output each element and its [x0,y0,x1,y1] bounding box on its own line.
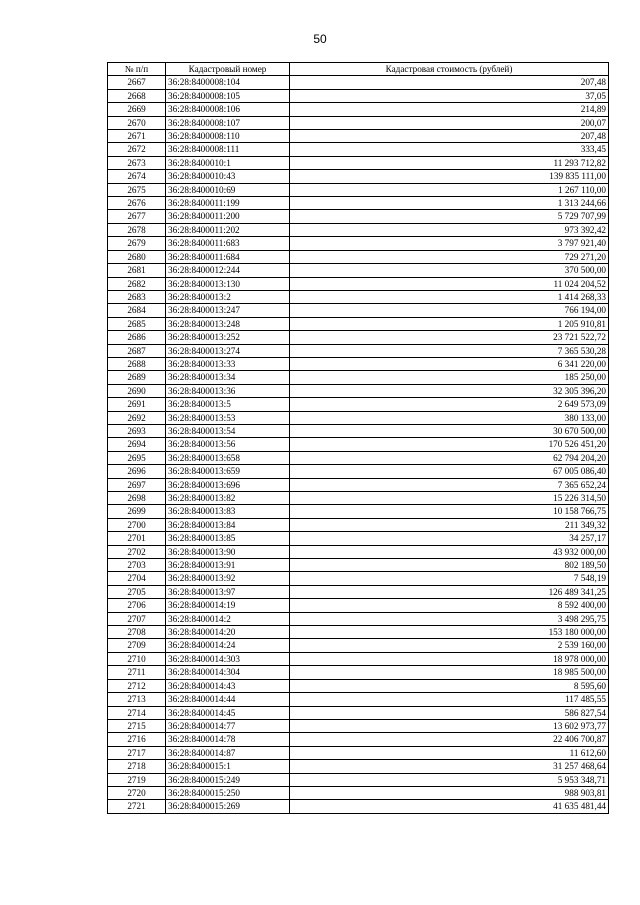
table-row [108,344,609,357]
table-row [108,518,609,531]
row-number-cell: 2672 [108,143,166,156]
cadastral-number-cell: 36:28:8400012:244 [166,264,290,277]
row-number-cell: 2668 [108,89,166,102]
cadastral-value-cell: 2 539 160,00 [290,639,609,652]
cadastral-value-cell: 11 612,60 [290,746,609,759]
cadastral-number-cell: 36:28:8400013:696 [166,478,290,491]
table-row [108,156,609,169]
row-number-cell: 2675 [108,183,166,196]
row-number-cell: 2713 [108,693,166,706]
row-number-cell: 2704 [108,572,166,585]
cadastral-value-cell: 207,48 [290,130,609,143]
cadastral-value-cell: 37,05 [290,89,609,102]
cadastral-value-cell: 370 500,00 [290,264,609,277]
table-row [108,719,609,732]
cadastral-number-cell: 36:28:8400014:78 [166,733,290,746]
table-row [108,277,609,290]
cadastral-value-cell: 729 271,20 [290,250,609,263]
table-row [108,170,609,183]
cadastral-value-cell: 333,45 [290,143,609,156]
row-number-cell: 2674 [108,170,166,183]
cadastral-value-cell: 5 729 707,99 [290,210,609,223]
cadastral-value-cell: 117 485,55 [290,693,609,706]
row-number-cell: 2685 [108,317,166,330]
table-row [108,545,609,558]
row-number-cell: 2714 [108,706,166,719]
row-number-cell: 2680 [108,250,166,263]
cadastral-number-cell: 36:28:8400015:1 [166,760,290,773]
cadastral-number-cell: 36:28:8400013:659 [166,465,290,478]
table-row [108,492,609,505]
cadastral-number-cell: 36:28:8400011:684 [166,250,290,263]
table-row [108,89,609,102]
row-number-cell: 2720 [108,786,166,799]
cadastral-number-cell: 36:28:8400013:54 [166,424,290,437]
row-number-cell: 2698 [108,492,166,505]
cadastral-value-cell: 1 414 268,33 [290,290,609,303]
cadastral-value-cell: 973 392,42 [290,223,609,236]
table-row [108,103,609,116]
cadastral-value-cell: 62 794 204,20 [290,451,609,464]
table-header-row [108,63,609,76]
cadastral-value-cell: 170 526 451,20 [290,438,609,451]
table-row [108,706,609,719]
cadastral-value-cell: 5 953 348,71 [290,773,609,786]
cadastral-number-cell: 36:28:8400014:2 [166,612,290,625]
cadastral-value-cell: 7 548,19 [290,572,609,585]
row-number-cell: 2678 [108,223,166,236]
row-number-cell: 2710 [108,652,166,665]
row-number-cell: 2669 [108,103,166,116]
cadastral-number-cell: 36:28:8400013:56 [166,438,290,451]
table-row [108,679,609,692]
cadastral-value-cell: 1 205 910,81 [290,317,609,330]
table-row [108,666,609,679]
table-row [108,331,609,344]
cadastral-value-cell: 153 180 000,00 [290,626,609,639]
table-row [108,317,609,330]
table-row [108,786,609,799]
row-number-cell: 2681 [108,264,166,277]
row-number-cell: 2676 [108,197,166,210]
table-row [108,733,609,746]
cadastral-number-cell: 36:28:8400013:34 [166,371,290,384]
cadastral-value-cell: 126 489 341,25 [290,585,609,598]
cadastral-number-cell: 36:28:8400013:83 [166,505,290,518]
cadastral-value-cell: 8 595,60 [290,679,609,692]
cadastral-number-cell: 36:28:8400008:104 [166,76,290,89]
table-row [108,130,609,143]
table-row [108,760,609,773]
cadastral-number-cell: 36:28:8400013:90 [166,545,290,558]
cadastral-number-cell: 36:28:8400015:250 [166,786,290,799]
table-row [108,116,609,129]
cadastral-number-cell: 36:28:8400014:77 [166,719,290,732]
cadastral-number-cell: 36:28:8400013:53 [166,411,290,424]
row-number-cell: 2699 [108,505,166,518]
cadastral-number-cell: 36:28:8400013:33 [166,357,290,370]
row-number-cell: 2697 [108,478,166,491]
row-number-cell: 2693 [108,424,166,437]
header-row-number: № п/п [108,63,166,76]
cadastral-value-cell: 1 267 110,00 [290,183,609,196]
cadastral-value-cell: 214,89 [290,103,609,116]
cadastral-value-cell: 23 721 522,72 [290,331,609,344]
cadastral-value-cell: 10 158 766,75 [290,505,609,518]
row-number-cell: 2688 [108,357,166,370]
row-number-cell: 2694 [108,438,166,451]
row-number-cell: 2703 [108,559,166,572]
row-number-cell: 2677 [108,210,166,223]
cadastral-value-cell: 22 406 700,87 [290,733,609,746]
table-row [108,197,609,210]
cadastral-value-cell: 34 257,17 [290,532,609,545]
cadastral-value-cell: 200,07 [290,116,609,129]
row-number-cell: 2679 [108,237,166,250]
table-row [108,143,609,156]
cadastral-value-cell: 8 592 400,00 [290,599,609,612]
row-number-cell: 2707 [108,612,166,625]
row-number-cell: 2719 [108,773,166,786]
table-row [108,639,609,652]
cadastral-value-cell: 41 635 481,44 [290,800,609,813]
cadastral-number-cell: 36:28:8400015:249 [166,773,290,786]
cadastral-number-cell: 36:28:8400014:45 [166,706,290,719]
cadastral-number-cell: 36:28:8400010:69 [166,183,290,196]
cadastral-value-cell: 32 305 396,20 [290,384,609,397]
row-number-cell: 2695 [108,451,166,464]
cadastral-number-cell: 36:28:8400013:247 [166,304,290,317]
table-row [108,585,609,598]
cadastral-value-cell: 3 498 295,75 [290,612,609,625]
table-row [108,559,609,572]
cadastral-number-cell: 36:28:8400014:19 [166,599,290,612]
table-row [108,210,609,223]
cadastral-value-cell: 43 932 000,00 [290,545,609,558]
row-number-cell: 2712 [108,679,166,692]
row-number-cell: 2667 [108,76,166,89]
cadastral-value-cell: 586 827,54 [290,706,609,719]
cadastral-value-cell: 1 313 244,66 [290,197,609,210]
cadastral-number-cell: 36:28:8400014:304 [166,666,290,679]
cadastral-value-cell: 139 835 111,00 [290,170,609,183]
cadastral-value-cell: 766 194,00 [290,304,609,317]
table-row [108,532,609,545]
cadastral-value-cell: 3 797 921,40 [290,237,609,250]
table-row [108,384,609,397]
cadastral-number-cell: 36:28:8400015:269 [166,800,290,813]
cadastral-number-cell: 36:28:8400014:20 [166,626,290,639]
row-number-cell: 2716 [108,733,166,746]
row-number-cell: 2682 [108,277,166,290]
cadastral-number-cell: 36:28:8400013:2 [166,290,290,303]
row-number-cell: 2701 [108,532,166,545]
table-row [108,237,609,250]
table-row [108,290,609,303]
table-row [108,183,609,196]
row-number-cell: 2708 [108,626,166,639]
cadastral-value-cell: 31 257 468,64 [290,760,609,773]
cadastral-value-cell: 6 341 220,00 [290,357,609,370]
row-number-cell: 2696 [108,465,166,478]
table-row [108,693,609,706]
cadastral-value-cell: 18 978 000,00 [290,652,609,665]
cadastral-number-cell: 36:28:8400011:200 [166,210,290,223]
table-row [108,398,609,411]
row-number-cell: 2670 [108,116,166,129]
cadastral-value-cell: 13 602 973,77 [290,719,609,732]
cadastral-value-cell: 11 024 204,52 [290,277,609,290]
table-row [108,626,609,639]
table-row [108,451,609,464]
cadastral-number-cell: 36:28:8400013:82 [166,492,290,505]
table-row [108,505,609,518]
table-row [108,411,609,424]
cadastral-value-cell: 15 226 314,50 [290,492,609,505]
row-number-cell: 2715 [108,719,166,732]
page-number: 50 [313,32,327,46]
table-row [108,223,609,236]
cadastral-number-cell: 36:28:8400013:92 [166,572,290,585]
cadastral-value-table [107,62,609,814]
cadastral-number-cell: 36:28:8400010:1 [166,156,290,169]
row-number-cell: 2706 [108,599,166,612]
table-row [108,652,609,665]
cadastral-number-cell: 36:28:8400008:105 [166,89,290,102]
cadastral-number-cell: 36:28:8400008:107 [166,116,290,129]
cadastral-number-cell: 36:28:8400008:110 [166,130,290,143]
table-row [108,371,609,384]
header-cadastral-value: Кадастровая стоимость (рублей) [290,63,609,76]
table-row [108,773,609,786]
row-number-cell: 2683 [108,290,166,303]
cadastral-number-cell: 36:28:8400011:199 [166,197,290,210]
cadastral-number-cell: 36:28:8400013:5 [166,398,290,411]
cadastral-value-cell: 2 649 573,09 [290,398,609,411]
table-row [108,800,609,813]
cadastral-number-cell: 36:28:8400010:43 [166,170,290,183]
table-row [108,465,609,478]
row-number-cell: 2700 [108,518,166,531]
cadastral-number-cell: 36:28:8400013:130 [166,277,290,290]
cadastral-number-cell: 36:28:8400008:106 [166,103,290,116]
header-cadastral-number: Кадастровый номер [166,63,290,76]
cadastral-value-cell: 211 349,32 [290,518,609,531]
table-row [108,438,609,451]
table-row [108,478,609,491]
cadastral-value-cell: 7 365 530,28 [290,344,609,357]
row-number-cell: 2702 [108,545,166,558]
cadastral-value-cell: 11 293 712,82 [290,156,609,169]
table-row [108,599,609,612]
table-row [108,304,609,317]
cadastral-value-cell: 30 670 500,00 [290,424,609,437]
cadastral-value-cell: 67 005 086,40 [290,465,609,478]
table-row [108,572,609,585]
table-row [108,424,609,437]
row-number-cell: 2691 [108,398,166,411]
cadastral-number-cell: 36:28:8400014:303 [166,652,290,665]
cadastral-number-cell: 36:28:8400014:24 [166,639,290,652]
cadastral-value-cell: 18 985 500,00 [290,666,609,679]
row-number-cell: 2690 [108,384,166,397]
row-number-cell: 2705 [108,585,166,598]
row-number-cell: 2684 [108,304,166,317]
row-number-cell: 2687 [108,344,166,357]
row-number-cell: 2718 [108,760,166,773]
row-number-cell: 2686 [108,331,166,344]
cadastral-value-cell: 380 133,00 [290,411,609,424]
row-number-cell: 2671 [108,130,166,143]
table-row [108,264,609,277]
cadastral-number-cell: 36:28:8400014:43 [166,679,290,692]
cadastral-number-cell: 36:28:8400011:202 [166,223,290,236]
row-number-cell: 2717 [108,746,166,759]
table-row [108,250,609,263]
cadastral-value-cell: 207,48 [290,76,609,89]
row-number-cell: 2673 [108,156,166,169]
cadastral-number-cell: 36:28:8400013:36 [166,384,290,397]
row-number-cell: 2692 [108,411,166,424]
row-number-cell: 2709 [108,639,166,652]
cadastral-number-cell: 36:28:8400013:84 [166,518,290,531]
cadastral-number-cell: 36:28:8400013:248 [166,317,290,330]
cadastral-value-cell: 802 189,50 [290,559,609,572]
cadastral-number-cell: 36:28:8400013:97 [166,585,290,598]
table-row [108,76,609,89]
table-body [108,76,609,813]
table-row [108,357,609,370]
cadastral-number-cell: 36:28:8400013:85 [166,532,290,545]
row-number-cell: 2721 [108,800,166,813]
cadastral-number-cell: 36:28:8400013:252 [166,331,290,344]
row-number-cell: 2711 [108,666,166,679]
table-row [108,746,609,759]
cadastral-number-cell: 36:28:8400014:44 [166,693,290,706]
cadastral-number-cell: 36:28:8400013:658 [166,451,290,464]
table-row [108,612,609,625]
row-number-cell: 2689 [108,371,166,384]
cadastral-number-cell: 36:28:8400011:683 [166,237,290,250]
cadastral-number-cell: 36:28:8400008:111 [166,143,290,156]
cadastral-value-cell: 988 903,81 [290,786,609,799]
cadastral-number-cell: 36:28:8400013:91 [166,559,290,572]
cadastral-number-cell: 36:28:8400013:274 [166,344,290,357]
cadastral-number-cell: 36:28:8400014:87 [166,746,290,759]
cadastral-value-cell: 7 365 652,24 [290,478,609,491]
cadastral-value-cell: 185 250,00 [290,371,609,384]
